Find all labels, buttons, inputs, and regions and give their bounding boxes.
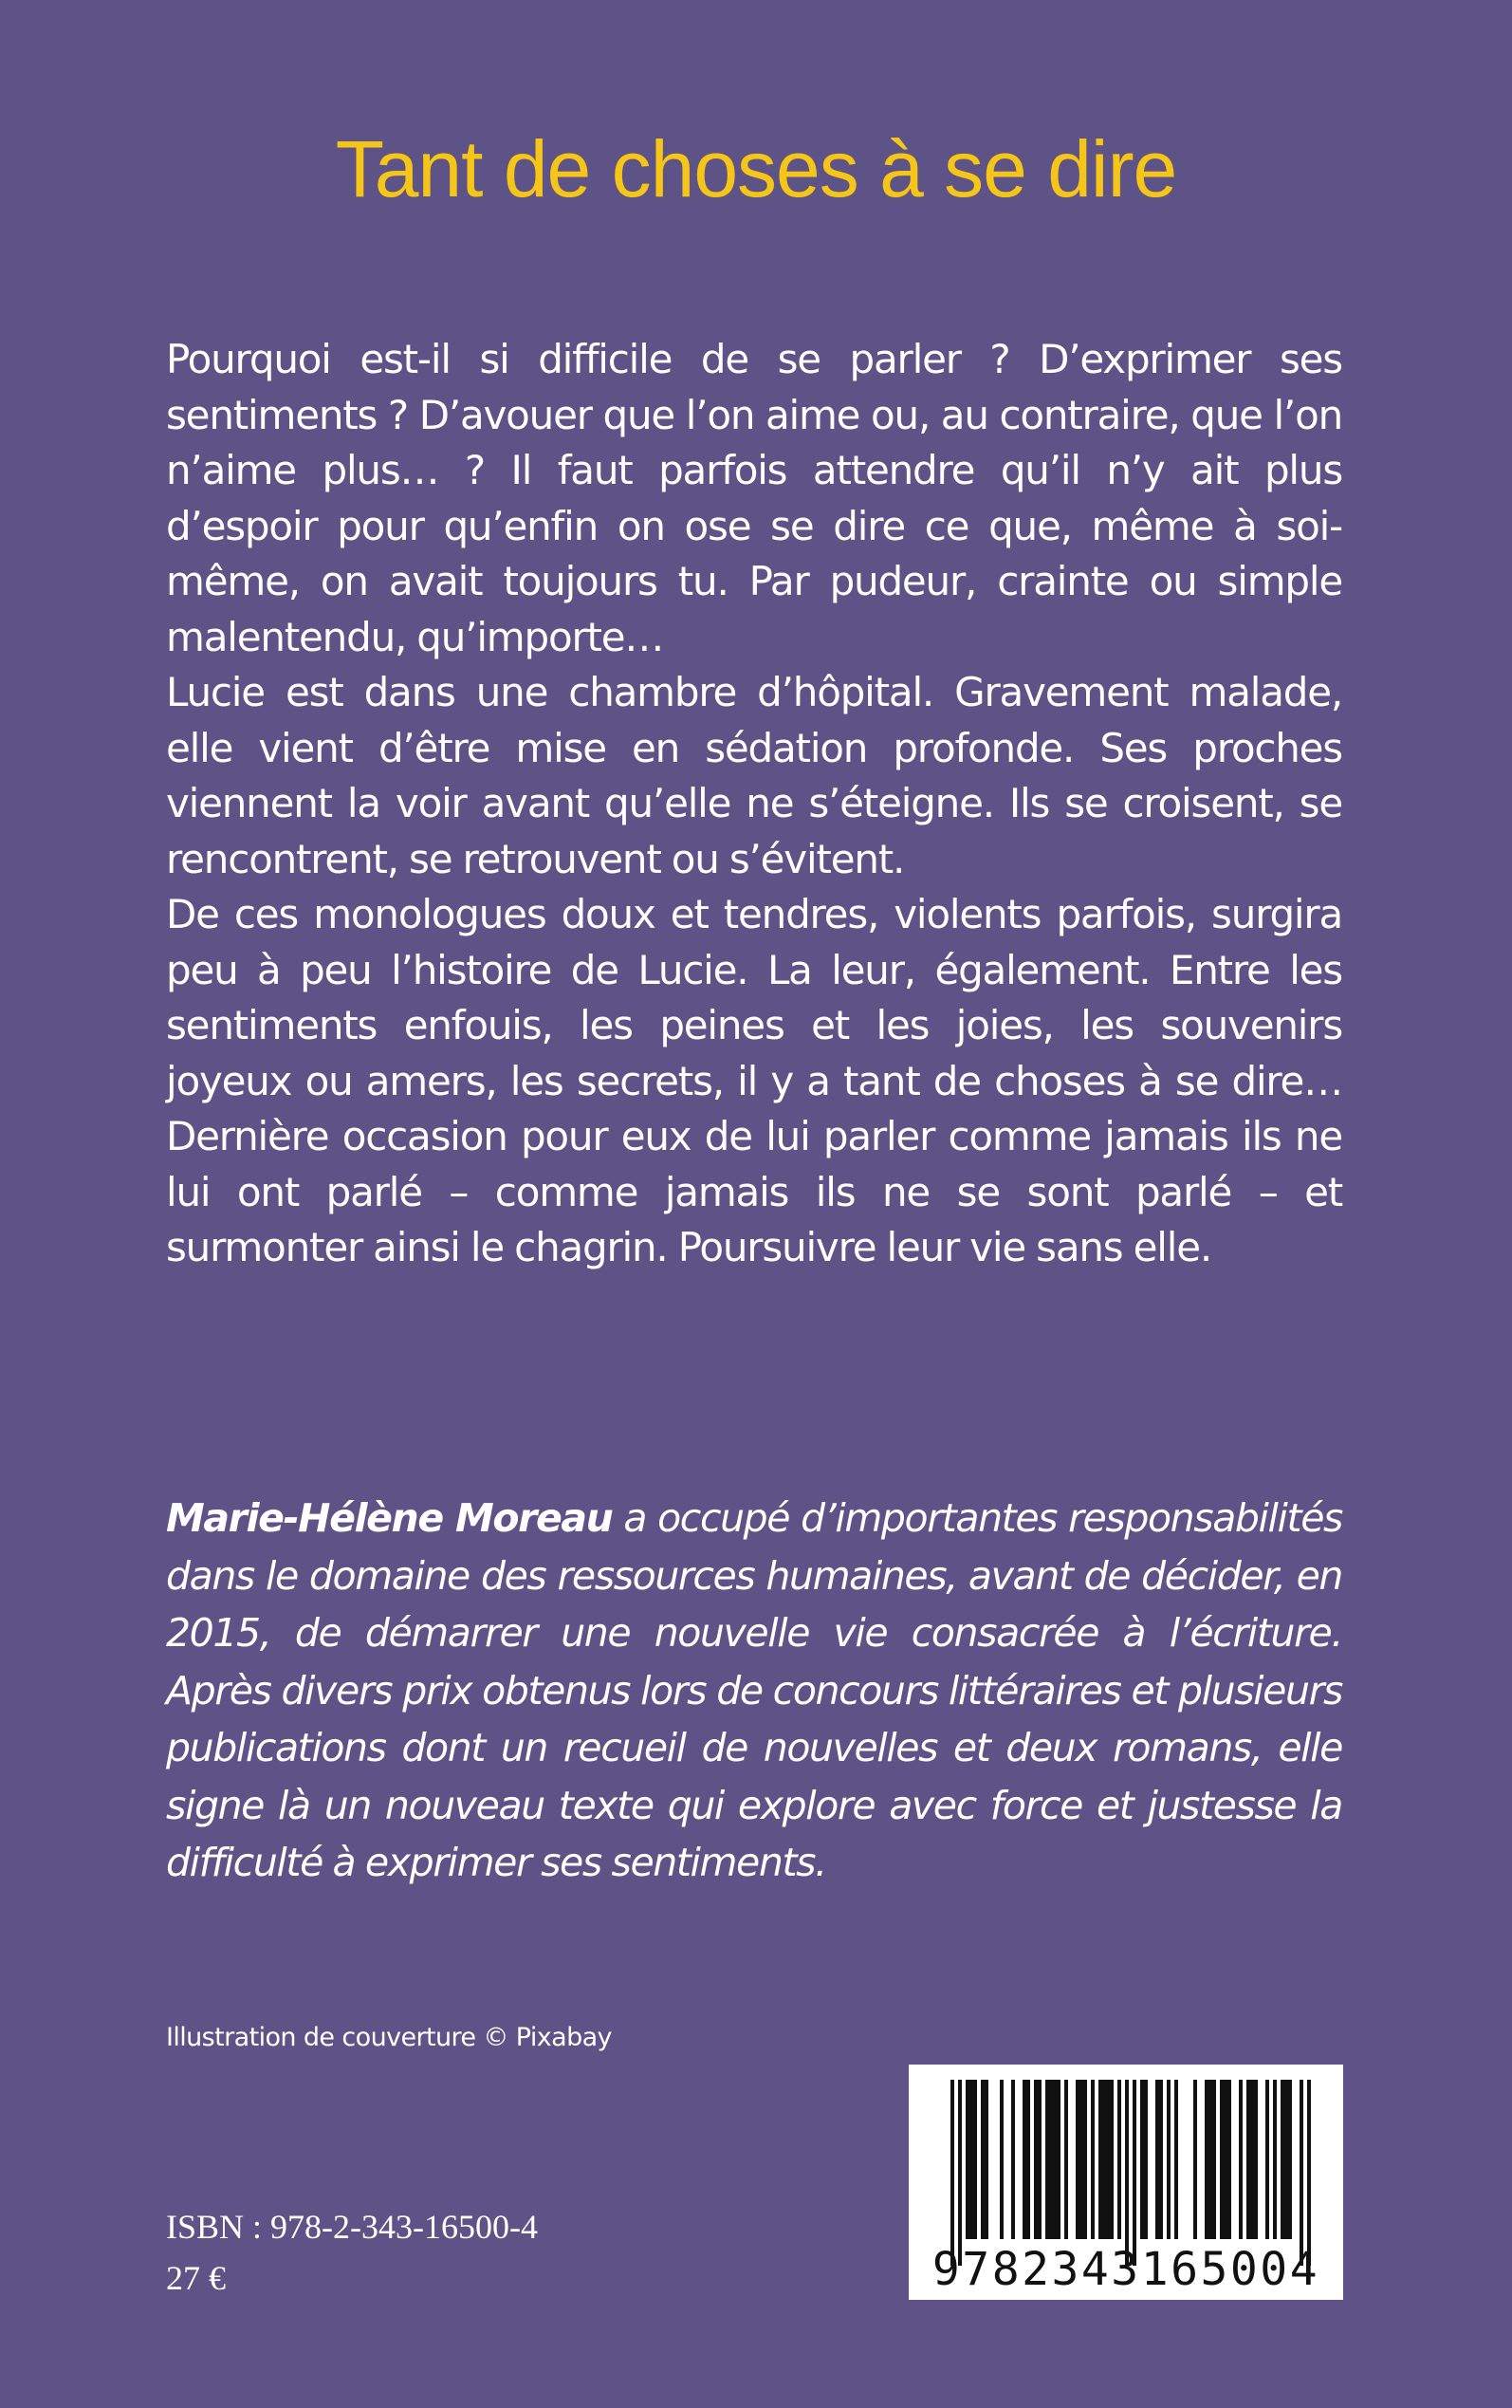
barcode-bar [1098,2080,1102,2239]
barcode-bar [1053,2080,1057,2239]
barcode-bar [1133,2080,1136,2266]
price: 27 € [166,2259,226,2297]
synopsis-paragraph: Pourquoi est-il si difficile de se parler ? D’exprimer ses sentiments ? D’avouer que l’on aime ou, au contraire, que l’on n’aime plus… ? Il faut parfois attendre qu’il n’y ait plus d’espoir pour qu’enfin on ose se dire ce que, même à soi-même, on avait toujours tu. Par pudeur, crainte ou simple malentendu, qu’importe… [166,336,1342,660]
barcode-digits: 9782343165004 [931,2243,1320,2296]
barcode-bar [1246,2080,1250,2239]
barcode-bar [1155,2080,1159,2239]
barcode-bar [985,2080,988,2239]
illustration-credit: Illustration de couverture © Pixabay [166,2023,612,2052]
barcode-bar [1288,2080,1292,2239]
barcode-bar [1193,2080,1197,2239]
isbn: ISBN : 978-2-343-16500-4 [166,2208,538,2246]
barcode-bar [1045,2080,1049,2239]
barcode-bar [981,2080,985,2239]
barcode-bar [1208,2080,1212,2239]
barcode-bar [1102,2080,1106,2239]
author-name: Marie-Hélène Moreau [166,1495,613,1541]
barcode-bar [973,2080,977,2239]
barcode-bar [969,2080,973,2239]
barcode-bar [1265,2080,1269,2239]
barcode-bar [1159,2080,1163,2239]
barcode-bar [1076,2080,1079,2239]
barcode-bar [1125,2080,1129,2266]
barcode-bar [966,2080,969,2239]
barcode-bar [1273,2080,1277,2239]
barcode-bar [1140,2080,1144,2239]
barcode-bar [1034,2080,1038,2239]
barcode [909,2065,1343,2300]
barcode-bar [1117,2080,1121,2239]
barcode-bar [1174,2080,1178,2239]
barcode-bar [1064,2080,1068,2239]
author-bio [166,1490,1342,1892]
barcode-bar [1049,2080,1053,2239]
book-title: Tant de choses à se dire [335,124,1177,213]
barcode-bar [1011,2080,1015,2239]
barcode-bar [1038,2080,1042,2239]
barcode-bar [1307,2080,1311,2266]
barcode-bar [1057,2080,1060,2239]
barcode-bar [1220,2080,1224,2239]
barcode-bar [1254,2080,1258,2239]
synopsis [166,332,1342,1276]
barcode-bar [950,2080,954,2266]
barcode-bar [1083,2080,1087,2239]
barcode-bar [1079,2080,1083,2239]
barcode-bar [1023,2080,1026,2239]
barcode-bar [958,2080,962,2266]
barcode-bar [1212,2080,1216,2239]
barcode-bar [1281,2080,1284,2239]
barcode-bar [1144,2080,1148,2239]
barcode-bar [1284,2080,1288,2239]
barcode-bar [1091,2080,1095,2239]
barcode-bar [1227,2080,1231,2239]
barcode-bar [1224,2080,1227,2239]
barcode-bar [1026,2080,1030,2239]
barcode-bar [1110,2080,1114,2239]
synopsis-paragraph: De ces monologues doux et tendres, violents parfois, surgira peu à peu l’histoire de Lucie. La leur, également. Entre les sentiments enfouis, les peines et les joies, les souvenirs joyeux ou amers, les secrets, il y a tant de choses à se dire… Dernière occasion pour eux de lui parler comme jamais ils ne lui ont parlé – comme jamais ils ne se sont parlé – et surmonter ainsi le chagrin. Poursuivre leur vie sans elle. [166,891,1342,1270]
barcode-bar [1000,2080,1004,2239]
barcode-bar [1239,2080,1243,2239]
author-bio-text: a occupé d’importantes responsabilités dans le domaine des ressources humaines, avant de décider, en 2015, de démarrer une nouvelle vie consacrée à l’écriture. Après divers prix obtenus lors de concours littéraires et plusieurs publications dont un recueil de nouvelles et deux romans, elle signe là un nouveau texte qui explore avec force et justesse la difficulté à exprimer ses sentiments. [166,1495,1342,1885]
barcode-bar [1106,2080,1110,2239]
synopsis-paragraph: Lucie est dans une chambre d’hôpital. Gravement malade, elle vient d’être mise en sédation profonde. Ses proches viennent la voir avant qu’elle ne s’éteigne. Ils se croisent, se rencontrent, se retrouvent ou s’évitent. [166,669,1342,882]
barcode-bar [1167,2080,1171,2239]
barcode-bar [1205,2080,1208,2239]
barcode-bar [1300,2080,1303,2266]
barcode-bar [1250,2080,1254,2239]
